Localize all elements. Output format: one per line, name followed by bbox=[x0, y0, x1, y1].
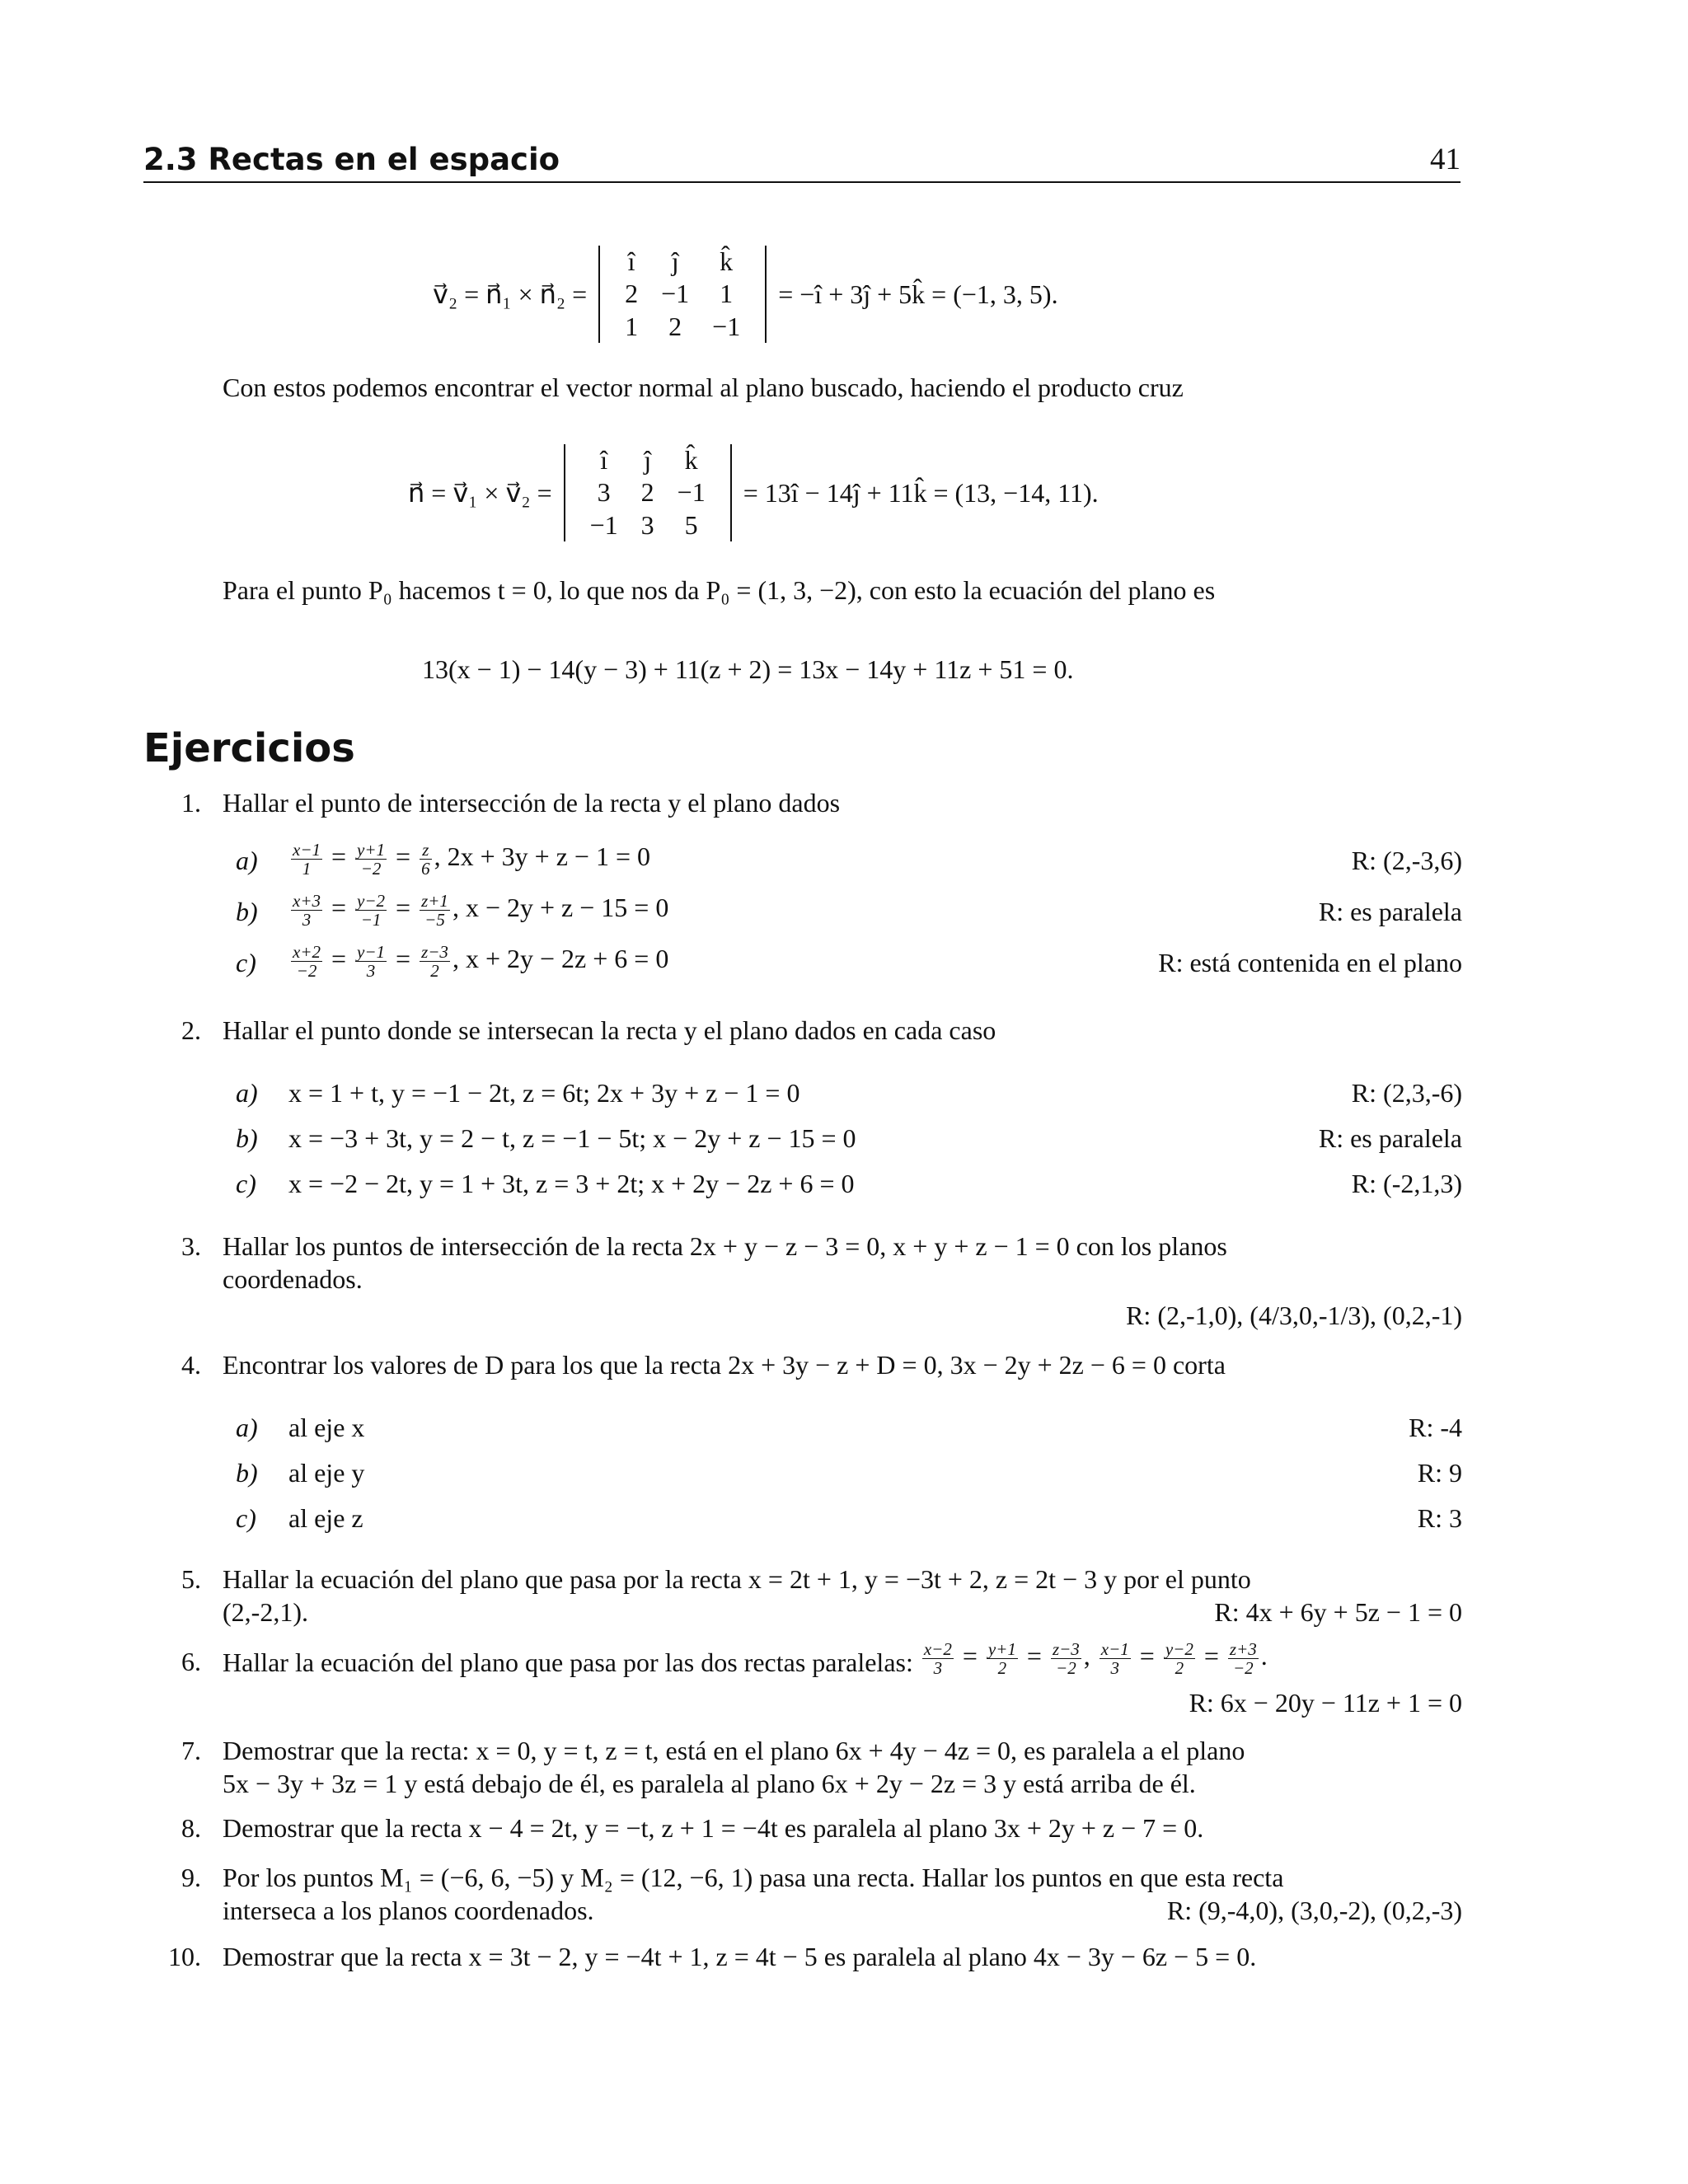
paragraph-cross-product: Con estos podemos encontrar el vector normal al plano buscado, haciendo el producto cruz bbox=[223, 373, 1184, 402]
exercise-number: 3. bbox=[181, 1231, 201, 1261]
exercise-2 bbox=[143, 1015, 1462, 1205]
exercise-number: 6. bbox=[181, 1647, 201, 1676]
subitem-b bbox=[236, 1458, 1462, 1491]
answer: R: 4x + 6y + 5z − 1 = 0 bbox=[1214, 1597, 1462, 1627]
fraction: $\frac{z+1}{-5}$ bbox=[421, 891, 448, 930]
subitem-label: b) bbox=[236, 897, 258, 926]
eq2-determinant bbox=[564, 444, 732, 542]
exercise-4 bbox=[143, 1350, 1462, 1540]
exercise-text-line2: 5x − 3y + 3z = 1 y está debajo de él, es paralela al plano 6x + 2y − 2z = 3 y está arriba de él. bbox=[223, 1769, 1196, 1798]
equation-normal-vector bbox=[408, 439, 1099, 546]
det-cell: −1 bbox=[661, 279, 690, 309]
det-cell: ĵ bbox=[644, 444, 652, 475]
answer: R: (2,3,-6) bbox=[1351, 1078, 1462, 1108]
subitem-label: a) bbox=[236, 1078, 258, 1108]
exercise-9 bbox=[143, 1863, 1462, 1929]
exercise-text-line2: coordenados. bbox=[223, 1264, 363, 1294]
answer: R: está contenida en el plano bbox=[1158, 948, 1462, 977]
exercise-1 bbox=[143, 788, 1462, 986]
exercise-8 bbox=[143, 1813, 1462, 1846]
exercise-number: 1. bbox=[181, 788, 201, 818]
det-cell: k̂ bbox=[684, 444, 698, 475]
answer: R: (2,-1,0), (4/3,0,-1/3), (0,2,-1) bbox=[1126, 1301, 1462, 1330]
det-cell: 3 bbox=[640, 509, 654, 540]
subitem-label: c) bbox=[236, 1169, 256, 1198]
answer: R: (-2,1,3) bbox=[1351, 1169, 1462, 1198]
line-plane-equation: $\frac{x+2}{-2}$ = $\frac{y-1}{3}$ = $\frac{z-3}{2}$ , x + 2y − 2z + 6 = 0 bbox=[293, 942, 669, 982]
line-plane-equation: $\frac{x-1}{1}$ = $\frac{y+1}{-2}$ = $\frac{z}{6}$ , 2x + 3y + z − 1 = 0 bbox=[293, 840, 650, 879]
fraction: $\frac{z}{6}$ bbox=[421, 840, 430, 879]
exercise-6 bbox=[143, 1640, 1462, 1722]
det-cell: 2 bbox=[640, 477, 654, 508]
fraction: $\frac{z-3}{2}$ bbox=[421, 942, 448, 982]
answer: R: es paralela bbox=[1318, 1123, 1462, 1153]
subitem-text: x = −2 − 2t, y = 1 + 3t, z = 3 + 2t; x + 2y − 2z + 6 = 0 bbox=[288, 1169, 855, 1198]
subitem-b bbox=[236, 891, 1462, 930]
page-number: 41 bbox=[1430, 143, 1461, 176]
fraction: $\frac{y-1}{3}$ bbox=[357, 942, 386, 982]
exercise-text-line1: Hallar los puntos de intersección de la recta 2x + y − z − 3 = 0, x + y + z − 1 = 0 con los planos bbox=[223, 1231, 1227, 1261]
eq1-determinant bbox=[598, 246, 767, 344]
exercise-text: Demostrar que la recta x = 3t − 2, y = −4t + 1, z = 4t − 5 es paralela al plano 4x − 3y − 6z − 5 = 0. bbox=[223, 1942, 1257, 1971]
subitem-c bbox=[236, 1169, 1462, 1202]
exercise-text-line2: interseca a los planos coordenados. bbox=[223, 1896, 594, 1925]
det-cell: −1 bbox=[589, 509, 618, 540]
answer: R: (9,-4,0), (3,0,-2), (0,2,-3) bbox=[1166, 1896, 1462, 1925]
subitem-c bbox=[236, 942, 1462, 982]
subitem-text: al eje x bbox=[288, 1413, 365, 1442]
eq1-lhs: v⃗₂ = n⃗₁ × n⃗₂ = bbox=[433, 279, 588, 309]
exercise-text-line1: Por los puntos M₁ = (−6, 6, −5) y M₂ = (12, −6, 1) pasa una recta. Hallar los puntos en que esta recta bbox=[223, 1863, 1284, 1892]
section-title-ejercicios: Ejercicios bbox=[143, 725, 355, 771]
answer: R: 3 bbox=[1417, 1503, 1462, 1533]
subitem-text: x = −3 + 3t, y = 2 − t, z = −1 − 5t; x − 2y + z − 15 = 0 bbox=[288, 1123, 856, 1153]
subitem-b bbox=[236, 1123, 1462, 1156]
subitem-label: c) bbox=[236, 1503, 256, 1533]
det-cell: −1 bbox=[712, 311, 741, 341]
line-plane-equation: $\frac{x+3}{3}$ = $\frac{y-2}{-1}$ = $\frac{z+1}{-5}$ , x − 2y + z − 15 = 0 bbox=[293, 891, 669, 930]
exercise-text: Demostrar que la recta x − 4 = 2t, y = −t, z + 1 = −4t es paralela al plano 3x + 2y + z − 7 = 0. bbox=[223, 1813, 1204, 1843]
det-cell: î bbox=[627, 246, 635, 276]
det-cell: ĵ bbox=[671, 246, 679, 276]
exercise-text: Encontrar los valores de D para los que la recta 2x + 3y − z + D = 0, 3x − 2y + 2z − 6 = 0 corta bbox=[223, 1350, 1226, 1380]
det-cell: −1 bbox=[677, 477, 706, 508]
fraction: $\frac{z-3}{-2}$ bbox=[1052, 1639, 1080, 1679]
answer: R: 9 bbox=[1417, 1458, 1462, 1488]
exercise-text-line2: (2,-2,1). bbox=[223, 1597, 308, 1627]
fraction: $\frac{y-2}{2}$ bbox=[1165, 1639, 1193, 1679]
exercise-text-line1: Demostrar que la recta: x = 0, y = t, z = t, está en el plano 6x + 4y − 4z = 0, es paralela a el plano bbox=[223, 1736, 1245, 1765]
exercise-number: 4. bbox=[181, 1350, 201, 1380]
subitem-text: x = 1 + t, y = −1 − 2t, z = 6t; 2x + 3y + z − 1 = 0 bbox=[288, 1078, 800, 1108]
equation-v2-cross-product bbox=[433, 241, 1058, 348]
exercise-7 bbox=[143, 1736, 1462, 1802]
det-cell: 2 bbox=[625, 279, 639, 309]
subitem-c bbox=[236, 1503, 1462, 1536]
exercise-text: Hallar el punto de intersección de la recta y el plano dados bbox=[223, 788, 841, 818]
fraction: $\frac{x-1}{3}$ bbox=[1100, 1639, 1129, 1679]
subitem-a bbox=[236, 840, 1462, 879]
subitem-label: b) bbox=[236, 1458, 258, 1488]
exercise-text-line1: Hallar la ecuación del plano que pasa por la recta x = 2t + 1, y = −3t + 2, z = 2t − 3 y por el punto bbox=[223, 1564, 1251, 1594]
exercise-number: 8. bbox=[181, 1813, 201, 1843]
answer: R: es paralela bbox=[1318, 897, 1462, 926]
fraction: $\frac{x+3}{3}$ bbox=[293, 891, 321, 930]
subitem-a bbox=[236, 1413, 1462, 1446]
exercise-10 bbox=[143, 1942, 1462, 1975]
subitem-text: al eje y bbox=[288, 1458, 365, 1488]
fraction: $\frac{y+1}{2}$ bbox=[987, 1639, 1016, 1679]
exercise-text: Hallar el punto donde se intersecan la recta y el plano dados en cada caso bbox=[223, 1015, 996, 1045]
exercise-number: 5. bbox=[181, 1564, 201, 1594]
fraction: $\frac{z+3}{-2}$ bbox=[1229, 1639, 1257, 1679]
det-cell: î bbox=[600, 444, 608, 475]
section-header-title: 2.3 Rectas en el espacio bbox=[143, 142, 560, 177]
det-cell: 2 bbox=[668, 311, 682, 341]
fraction: $\frac{y-2}{-1}$ bbox=[357, 891, 386, 930]
eq2-lhs: n⃗ = v⃗₁ × v⃗₂ = bbox=[408, 478, 552, 508]
header-rule bbox=[143, 181, 1461, 183]
fraction: $\frac{y+1}{-2}$ bbox=[357, 840, 386, 879]
det-cell: 1 bbox=[625, 311, 639, 341]
exercise-number: 2. bbox=[181, 1015, 201, 1045]
subitem-a bbox=[236, 1078, 1462, 1111]
det-cell: k̂ bbox=[720, 246, 734, 276]
answer: R: (2,-3,6) bbox=[1351, 846, 1462, 875]
subitem-label: a) bbox=[236, 1413, 258, 1442]
fraction: $\frac{x-1}{1}$ bbox=[293, 840, 321, 879]
exercise-text-label: Hallar la ecuación del plano que pasa por las dos rectas paralelas: bbox=[223, 1647, 913, 1677]
subitem-label: c) bbox=[236, 948, 256, 977]
exercise-5 bbox=[143, 1564, 1462, 1630]
exercise-text: Hallar la ecuación del plano que pasa por las dos rectas paralelas: $\frac{x-2}{3}$ = $\frac{y+1}{2}$ = $\frac{z-3}{-2}$ , $\frac{x-1}{3}$ = $\frac{y-2}{2}$ = $\frac{z+3}{-2}$ . bbox=[223, 1639, 1268, 1679]
subitem-label: b) bbox=[236, 1123, 258, 1153]
det-cell: 5 bbox=[684, 509, 698, 540]
exercise-3 bbox=[143, 1231, 1462, 1347]
det-cell: 3 bbox=[597, 477, 611, 508]
exercise-number: 9. bbox=[181, 1863, 201, 1892]
running-header bbox=[143, 138, 1461, 183]
paragraph-point-p0: Para el punto P₀ hacemos t = 0, lo que nos da P₀ = (1, 3, −2), con esto la ecuación del plano es bbox=[223, 575, 1216, 605]
eq1-rhs: = −î + 3ĵ + 5k̂ = (−1, 3, 5). bbox=[778, 279, 1058, 309]
det-cell: 1 bbox=[720, 279, 734, 309]
subitem-text: al eje z bbox=[288, 1503, 363, 1533]
exercise-number: 10. bbox=[168, 1942, 201, 1971]
exercise-number: 7. bbox=[181, 1736, 201, 1765]
eq2-rhs: = 13î − 14ĵ + 11k̂ = (13, −14, 11). bbox=[743, 477, 1099, 508]
fraction: $\frac{x-2}{3}$ bbox=[923, 1639, 952, 1679]
answer: R: -4 bbox=[1409, 1413, 1462, 1442]
answer: R: 6x − 20y − 11z + 1 = 0 bbox=[1189, 1688, 1462, 1718]
equation-plane: 13(x − 1) − 14(y − 3) + 11(z + 2) = 13x − 14y + 11z + 51 = 0. bbox=[422, 654, 1074, 684]
subitem-label: a) bbox=[236, 846, 258, 875]
fraction: $\frac{x+2}{-2}$ bbox=[293, 942, 321, 982]
